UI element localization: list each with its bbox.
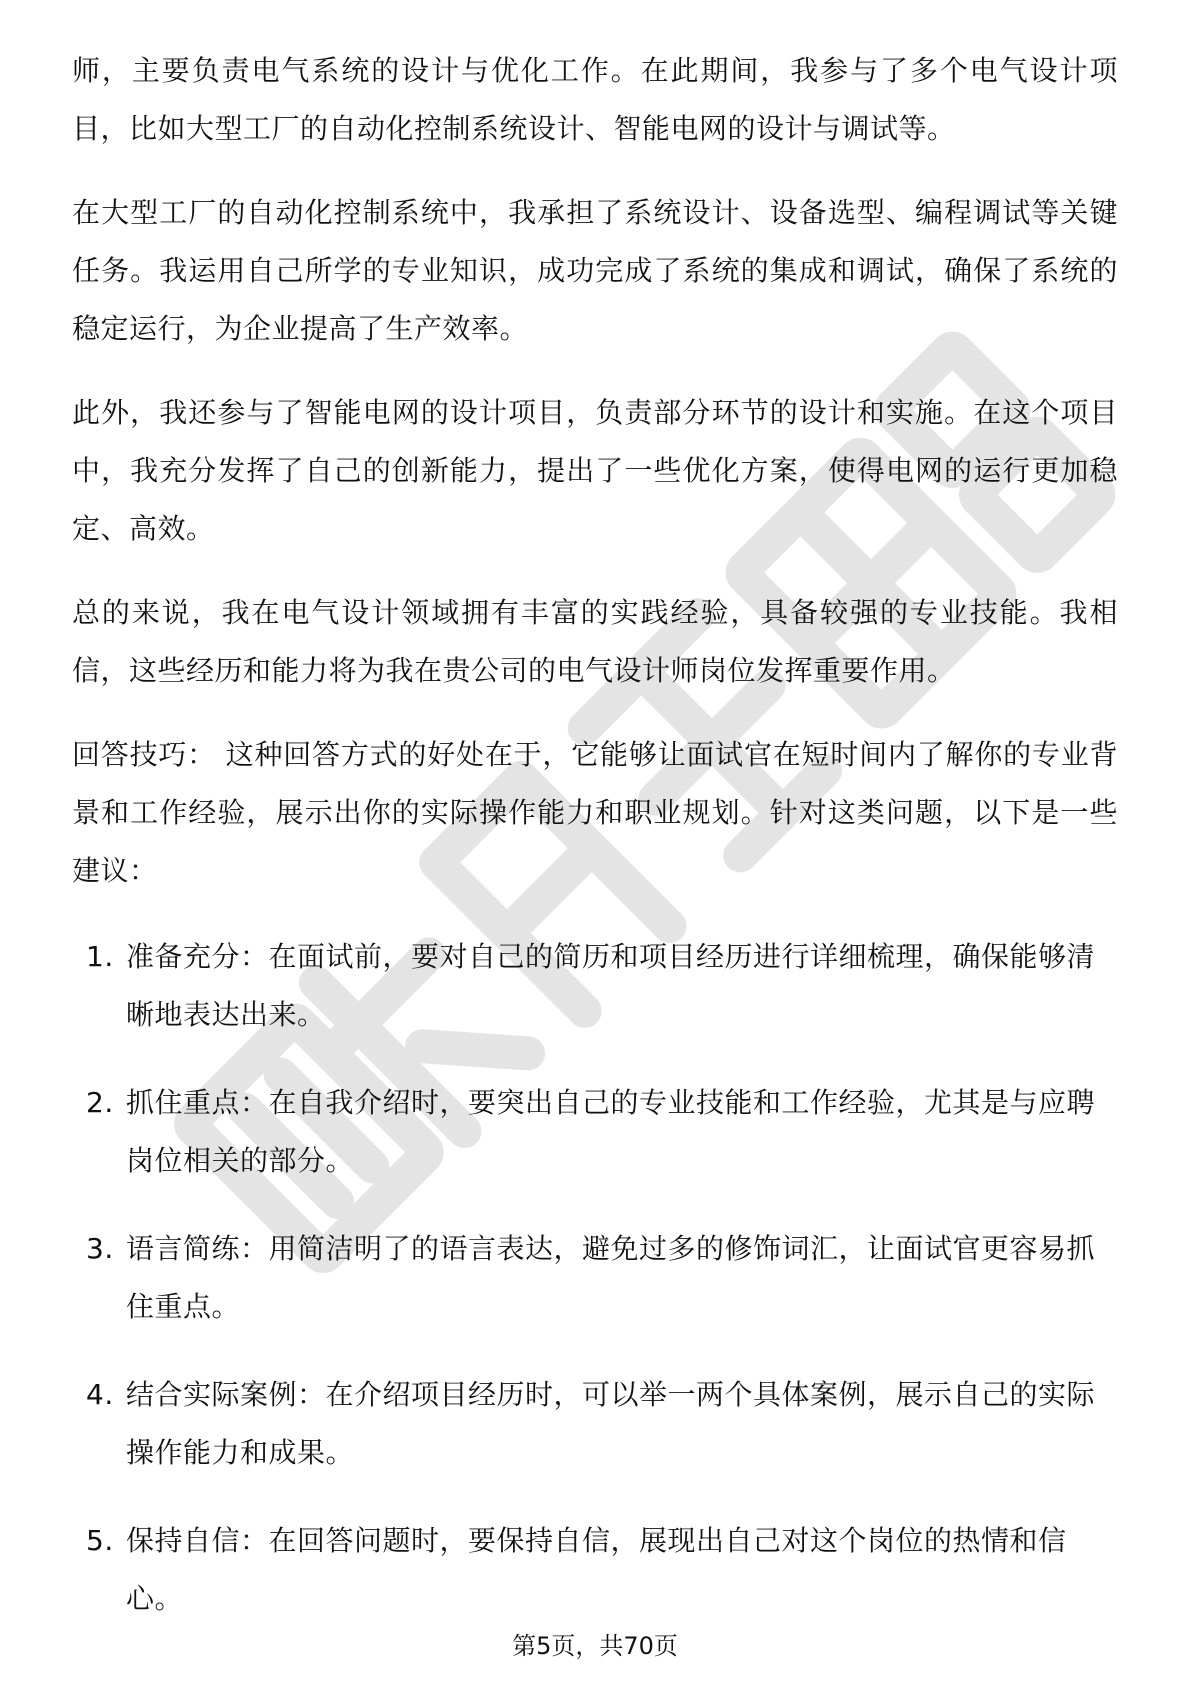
list-item-text: 结合实际案例：在介绍项目经历时，可以举一两个具体案例，展示自己的实际操作能力和成果。 (126, 1378, 1096, 1469)
list-item-number: 2. (86, 1086, 114, 1119)
list-item-text: 抓住重点：在自我介绍时，要突出自己的专业技能和工作经验，尤其是与应聘岗位相关的部分。 (126, 1086, 1096, 1177)
list-item-text: 语言简练：用简洁明了的语言表达，避免过多的修饰词汇，让面试官更容易抓住重点。 (126, 1232, 1096, 1323)
list-item (72, 1512, 1118, 1628)
main-content (72, 42, 1118, 1658)
list-item-number: 4. (86, 1378, 114, 1411)
tips-list (72, 928, 1118, 1628)
paragraph: 此外，我还参与了智能电网的设计项目，负责部分环节的设计和实施。在这个项目中，我充分发挥了自己的创新能力，提出了一些优化方案，使得电网的运行更加稳定、高效。 (72, 396, 1118, 545)
list-item (72, 1220, 1118, 1336)
list-item (72, 1074, 1118, 1190)
list-item-number: 5. (86, 1524, 114, 1557)
page-footer: 第5页，共70页 (512, 1632, 678, 1660)
list-item-number: 1. (86, 940, 114, 973)
list-item (72, 928, 1118, 1044)
list-item (72, 1366, 1118, 1482)
paragraph: 在大型工厂的自动化控制系统中，我承担了系统设计、设备选型、编程调试等关键任务。我运用自己所学的专业知识，成功完成了系统的集成和调试，确保了系统的稳定运行，为企业提高了生产效率。 (72, 196, 1118, 345)
list-item-number: 3. (86, 1232, 114, 1265)
paragraph: 师，主要负责电气系统的设计与优化工作。在此期间，我参与了多个电气设计项目，比如大型工厂的自动化控制系统设计、智能电网的设计与调试等。 (72, 54, 1118, 145)
list-item-text: 准备充分：在面试前，要对自己的简历和项目经历进行详细梳理，确保能够清晰地表达出来。 (126, 940, 1096, 1031)
paragraph: 总的来说，我在电气设计领域拥有丰富的实践经验，具备较强的专业技能。我相信，这些经历和能力将为我在贵公司的电气设计师岗位发挥重要作用。 (72, 596, 1118, 687)
answer-tips-intro: 回答技巧： 这种回答方式的好处在于，它能够让面试官在短时间内了解你的专业背景和工作经验，展示出你的实际操作能力和职业规划。针对这类问题，以下是一些建议： (72, 738, 1118, 887)
list-item-text: 保持自信：在回答问题时，要保持自信，展现出自己对这个岗位的热情和信心。 (126, 1524, 1067, 1615)
